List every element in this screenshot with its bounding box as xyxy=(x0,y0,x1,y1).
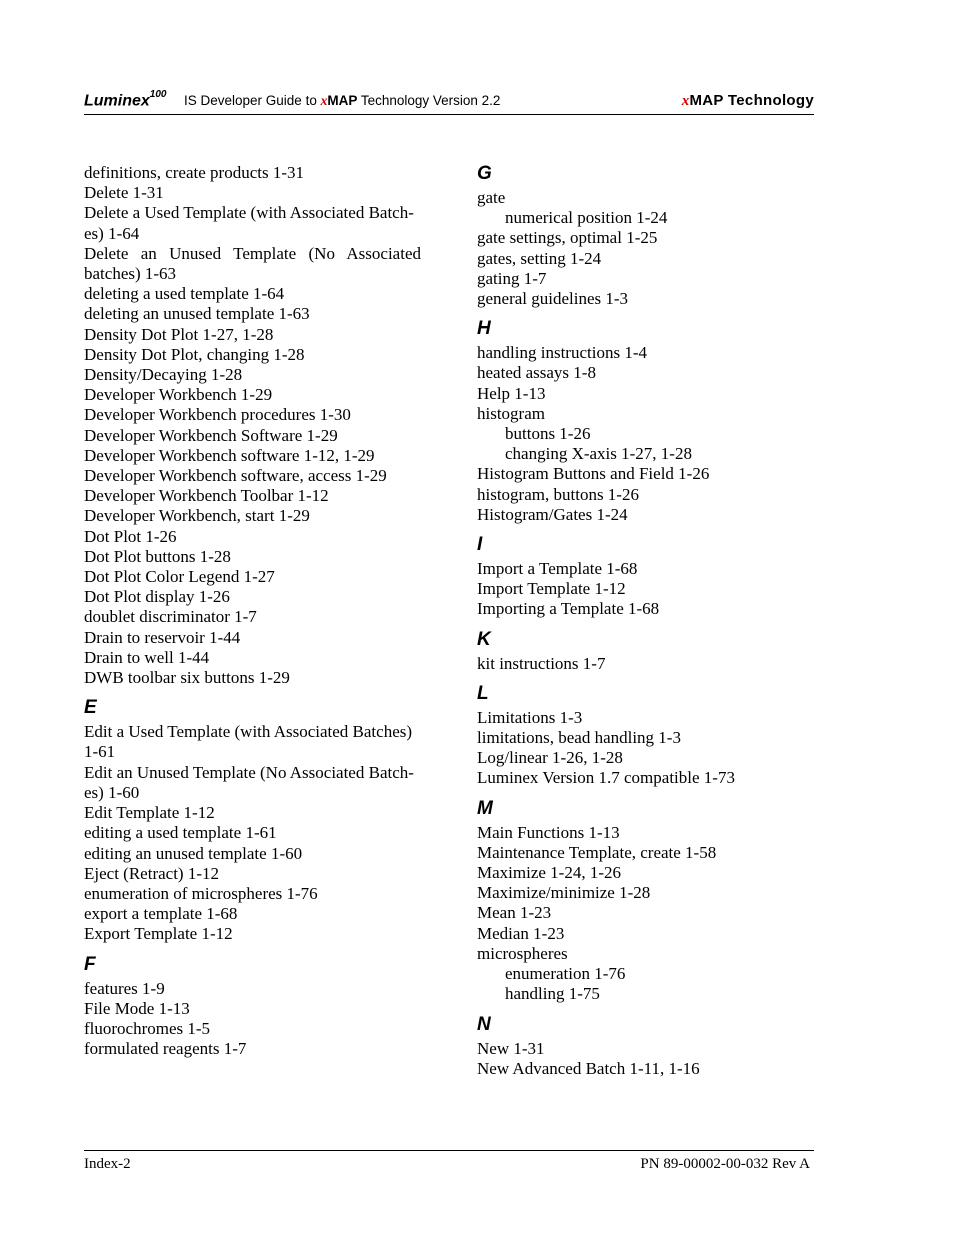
index-entry: Edit an Unused Template (No Associated Batch- xyxy=(84,762,414,782)
index-entry: Developer Workbench software 1-12, 1-29 xyxy=(84,445,375,465)
index-entry: Luminex Version 1.7 compatible 1-73 xyxy=(477,768,735,788)
index-entry: Developer Workbench 1-29 xyxy=(84,385,273,405)
index-entry: gates, setting 1-24 xyxy=(477,248,602,268)
index-entry: Import Template 1-12 xyxy=(477,579,626,599)
index-subentry: handling 1-75 xyxy=(505,984,600,1004)
index-entry: DWB toolbar six buttons 1-29 xyxy=(84,668,290,688)
part-number: PN 89-00002-00-032 Rev A xyxy=(640,1156,810,1172)
index-entry: Eject (Retract) 1-12 xyxy=(84,863,219,883)
luminex-logo: Luminex$^{100}$ xyxy=(84,89,167,110)
index-entry: Export Template 1-12 xyxy=(84,924,233,944)
guide-title: IS Developer Guide to xMAP Technology Version 2.2 xyxy=(184,93,501,108)
index-entry: features 1-9 xyxy=(84,978,165,998)
index-entry: Developer Workbench Software 1-29 xyxy=(84,425,338,445)
section-letter-m: M xyxy=(477,797,493,819)
index-entry: Limitations 1-3 xyxy=(477,707,583,727)
index-entry: Developer Workbench procedures 1-30 xyxy=(84,405,351,425)
index-entry: editing an unused template 1-60 xyxy=(84,843,303,863)
index-entry: fluorochromes 1-5 xyxy=(84,1018,211,1038)
section-letter-i: I xyxy=(477,534,483,556)
index-entry: Mean 1-23 xyxy=(477,903,552,923)
index-entry: handling instructions 1-4 xyxy=(477,343,647,363)
index-entry: editing a used template 1-61 xyxy=(84,823,277,843)
index-entry: Dot Plot Color Legend 1-27 xyxy=(84,567,275,587)
index-entry: enumeration of microspheres 1-76 xyxy=(84,883,318,903)
index-entry: Density Dot Plot 1-27, 1-28 xyxy=(84,324,274,344)
index-entry: Density/Decaying 1-28 xyxy=(84,365,243,385)
index-entry: histogram xyxy=(477,403,545,423)
index-entry: Dot Plot buttons 1-28 xyxy=(84,546,231,566)
section-letter-g: G xyxy=(477,163,492,184)
index-entry: Edit Template 1-12 xyxy=(84,803,215,823)
section-letter-f: F xyxy=(84,953,96,975)
index-entry: Developer Workbench, start 1-29 xyxy=(84,506,310,526)
page-number: Index-2 xyxy=(84,1156,131,1172)
index-entry: Maintenance Template, create 1-58 xyxy=(477,842,717,862)
index-entry: Importing a Template 1-68 xyxy=(477,599,660,619)
index-entry: es) 1-60 xyxy=(84,782,140,802)
index-entry: Drain to well 1-44 xyxy=(84,647,210,667)
xmap-technology-title: xMAP Technology xyxy=(681,92,814,109)
index-entry: Developer Workbench Toolbar 1-12 xyxy=(84,486,329,506)
index-entry: gate settings, optimal 1-25 xyxy=(477,228,658,248)
index-entry: kit instructions 1-7 xyxy=(477,653,606,673)
index-entry: 1-61 xyxy=(84,742,116,762)
index-entry: Log/linear 1-26, 1-28 xyxy=(477,748,623,768)
index-entry: formulated reagents 1-7 xyxy=(84,1039,247,1059)
index-column-left xyxy=(84,163,421,1059)
index-entry: Developer Workbench software, access 1-29 xyxy=(84,466,387,486)
page-footer xyxy=(84,1150,814,1172)
index-entry: Delete 1-31 xyxy=(84,183,164,203)
index-entry: Main Functions 1-13 xyxy=(477,822,620,842)
index-subentry: enumeration 1-76 xyxy=(505,964,626,984)
index-entry: gate xyxy=(477,188,506,207)
index-entry: deleting an unused template 1-63 xyxy=(84,304,310,324)
section-letter-h: H xyxy=(477,318,491,340)
section-letter-k: K xyxy=(477,628,491,650)
index-entry: definitions, create products 1-31 xyxy=(84,163,304,182)
index-entry: Maximize/minimize 1-28 xyxy=(477,883,651,903)
index-entry: batches) 1-63 xyxy=(84,264,177,284)
index-entry: deleting a used template 1-64 xyxy=(84,284,285,304)
index-entry: export a template 1-68 xyxy=(84,904,238,924)
index-entry: Delete a Used Template (with Associated Batch- xyxy=(84,203,414,223)
page-header xyxy=(84,86,814,115)
index-subentry: numerical position 1-24 xyxy=(505,208,668,228)
index-entry: Edit a Used Template (with Associated Batches) xyxy=(84,722,413,742)
index-entry: New Advanced Batch 1-11, 1-16 xyxy=(477,1058,700,1078)
index-entry: Median 1-23 xyxy=(477,923,565,943)
index-entry: microspheres xyxy=(477,943,568,963)
index-entry: Drain to reservoir 1-44 xyxy=(84,627,241,647)
index-entry: Import a Template 1-68 xyxy=(477,559,638,579)
index-entry: Histogram/Gates 1-24 xyxy=(477,504,628,524)
index-entry: gating 1-7 xyxy=(477,268,547,288)
index-entry: New 1-31 xyxy=(477,1038,545,1058)
index-entry: doublet discriminator 1-7 xyxy=(84,607,257,627)
index-entry: Density Dot Plot, changing 1-28 xyxy=(84,344,305,364)
index-entry: es) 1-64 xyxy=(84,223,140,243)
index-entry: Help 1-13 xyxy=(477,383,546,403)
section-letter-e: E xyxy=(84,697,97,719)
section-letter-n: N xyxy=(477,1013,491,1035)
index-column-right xyxy=(477,163,814,1079)
index-entry: Dot Plot display 1-26 xyxy=(84,587,230,607)
index-subentry: buttons 1-26 xyxy=(505,424,591,444)
index-entry: Maximize 1-24, 1-26 xyxy=(477,863,621,883)
index-entry: Delete an Unused Template (No Associated xyxy=(84,243,421,263)
index-entry: histogram, buttons 1-26 xyxy=(477,484,639,504)
index-entry: Dot Plot 1-26 xyxy=(84,526,177,546)
index-entry: File Mode 1-13 xyxy=(84,998,190,1018)
index-entry: limitations, bead handling 1-3 xyxy=(477,728,681,748)
section-letter-l: L xyxy=(477,682,489,704)
index-entry: general guidelines 1-3 xyxy=(477,289,629,309)
index-entry: heated assays 1-8 xyxy=(477,363,596,383)
index-entry: Histogram Buttons and Field 1-26 xyxy=(477,464,710,484)
index-subentry: changing X-axis 1-27, 1-28 xyxy=(505,444,692,464)
